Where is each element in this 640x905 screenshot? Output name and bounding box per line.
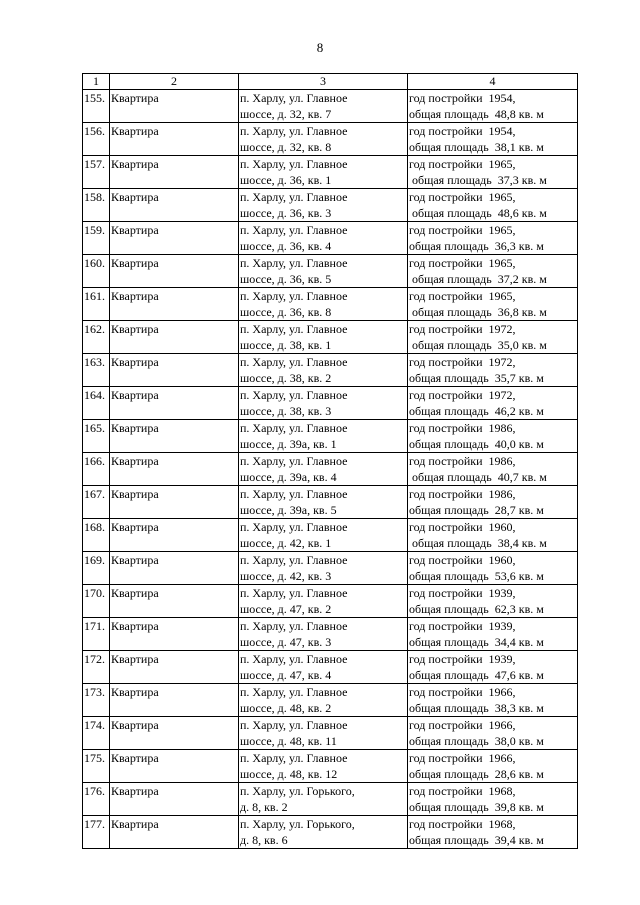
object-type: Квартира xyxy=(110,750,239,783)
object-address xyxy=(239,453,408,486)
address-line-1: п. Харлу, ул. Главное xyxy=(240,124,348,138)
table-row xyxy=(83,354,578,387)
row-number: 165. xyxy=(83,420,110,453)
description-line-2: общая площадь 34,4 кв. м xyxy=(409,635,544,649)
table-row xyxy=(83,387,578,420)
object-description xyxy=(408,354,578,387)
description-line-1: год постройки 1986, xyxy=(409,421,516,435)
row-number: 173. xyxy=(83,684,110,717)
object-description xyxy=(408,420,578,453)
description-line-2: общая площадь 40,0 кв. м xyxy=(409,437,544,451)
object-description xyxy=(408,453,578,486)
table-row xyxy=(83,717,578,750)
description-line-2: общая площадь 47,6 кв. м xyxy=(409,668,544,682)
object-address xyxy=(239,750,408,783)
address-line-1: п. Харлу, ул. Главное xyxy=(240,454,348,468)
object-type: Квартира xyxy=(110,585,239,618)
table-row xyxy=(83,453,578,486)
row-number: 176. xyxy=(83,783,110,816)
address-line-1: п. Харлу, ул. Главное xyxy=(240,487,348,501)
address-line-2: шоссе, д. 39а, кв. 4 xyxy=(240,470,337,484)
address-line-1: п. Харлу, ул. Главное xyxy=(240,91,348,105)
object-description xyxy=(408,585,578,618)
row-number: 162. xyxy=(83,321,110,354)
description-line-2: общая площадь 36,3 кв. м xyxy=(409,239,544,253)
object-type: Квартира xyxy=(110,783,239,816)
address-line-1: п. Харлу, ул. Главное xyxy=(240,553,348,567)
object-type: Квартира xyxy=(110,189,239,222)
address-line-1: п. Харлу, ул. Главное xyxy=(240,718,348,732)
object-address xyxy=(239,288,408,321)
description-line-2: общая площадь 48,8 кв. м xyxy=(409,107,544,121)
row-number: 174. xyxy=(83,717,110,750)
address-line-2: шоссе, д. 32, кв. 8 xyxy=(240,140,332,154)
table-row xyxy=(83,156,578,189)
row-number: 168. xyxy=(83,519,110,552)
row-number: 155. xyxy=(83,90,110,123)
object-description xyxy=(408,552,578,585)
object-type: Квартира xyxy=(110,552,239,585)
object-description xyxy=(408,156,578,189)
address-line-1: п. Харлу, ул. Главное xyxy=(240,256,348,270)
address-line-2: д. 8, кв. 2 xyxy=(240,800,288,814)
object-address xyxy=(239,90,408,123)
table-row xyxy=(83,750,578,783)
description-line-1: год постройки 1939, xyxy=(409,586,516,600)
object-type: Квартира xyxy=(110,519,239,552)
object-type: Квартира xyxy=(110,222,239,255)
object-type: Квартира xyxy=(110,651,239,684)
row-number: 156. xyxy=(83,123,110,156)
address-line-1: п. Харлу, ул. Главное xyxy=(240,388,348,402)
row-number: 175. xyxy=(83,750,110,783)
table-row xyxy=(83,651,578,684)
address-line-2: шоссе, д. 38, кв. 2 xyxy=(240,371,332,385)
object-address xyxy=(239,618,408,651)
description-line-2: общая площадь 37,3 кв. м xyxy=(409,173,547,187)
address-line-2: шоссе, д. 38, кв. 1 xyxy=(240,338,332,352)
object-address xyxy=(239,651,408,684)
address-line-1: п. Харлу, ул. Главное xyxy=(240,355,348,369)
object-type: Квартира xyxy=(110,156,239,189)
description-line-1: год постройки 1966, xyxy=(409,718,516,732)
object-address xyxy=(239,354,408,387)
object-address xyxy=(239,222,408,255)
description-line-1: год постройки 1968, xyxy=(409,817,516,831)
object-address xyxy=(239,156,408,189)
address-line-1: п. Харлу, ул. Главное xyxy=(240,685,348,699)
address-line-1: п. Харлу, ул. Главное xyxy=(240,421,348,435)
object-address xyxy=(239,255,408,288)
object-type: Квартира xyxy=(110,717,239,750)
object-address xyxy=(239,717,408,750)
object-description xyxy=(408,618,578,651)
object-description xyxy=(408,486,578,519)
address-line-2: шоссе, д. 47, кв. 2 xyxy=(240,602,332,616)
address-line-2: шоссе, д. 48, кв. 12 xyxy=(240,767,338,781)
object-address xyxy=(239,387,408,420)
description-line-1: год постройки 1939, xyxy=(409,652,516,666)
description-line-2: общая площадь 39,4 кв. м xyxy=(409,833,544,847)
address-line-2: шоссе, д. 32, кв. 7 xyxy=(240,107,332,121)
address-line-1: п. Харлу, ул. Главное xyxy=(240,289,348,303)
property-table xyxy=(82,73,578,849)
object-description xyxy=(408,717,578,750)
address-line-2: шоссе, д. 36, кв. 3 xyxy=(240,206,332,220)
object-address xyxy=(239,552,408,585)
description-line-2: общая площадь 35,0 кв. м xyxy=(409,338,547,352)
description-line-1: год постройки 1966, xyxy=(409,751,516,765)
table-row xyxy=(83,288,578,321)
description-line-1: год постройки 1939, xyxy=(409,619,516,633)
address-line-2: шоссе, д. 42, кв. 1 xyxy=(240,536,332,550)
address-line-2: шоссе, д. 39а, кв. 1 xyxy=(240,437,337,451)
address-line-1: п. Харлу, ул. Горького, xyxy=(240,784,355,798)
description-line-1: год постройки 1965, xyxy=(409,157,516,171)
description-line-2: общая площадь 28,6 кв. м xyxy=(409,767,544,781)
address-line-1: п. Харлу, ул. Главное xyxy=(240,751,348,765)
row-number: 169. xyxy=(83,552,110,585)
table-row xyxy=(83,321,578,354)
column-header-4: 4 xyxy=(408,74,578,90)
column-header-1: 1 xyxy=(83,74,110,90)
object-address xyxy=(239,519,408,552)
object-address xyxy=(239,189,408,222)
address-line-2: шоссе, д. 38, кв. 3 xyxy=(240,404,332,418)
object-description xyxy=(408,255,578,288)
object-description xyxy=(408,750,578,783)
object-description xyxy=(408,189,578,222)
description-line-1: год постройки 1954, xyxy=(409,124,516,138)
description-line-1: год постройки 1965, xyxy=(409,289,516,303)
row-number: 171. xyxy=(83,618,110,651)
address-line-2: шоссе, д. 47, кв. 4 xyxy=(240,668,332,682)
object-description xyxy=(408,816,578,849)
object-address xyxy=(239,585,408,618)
row-number: 161. xyxy=(83,288,110,321)
object-description xyxy=(408,123,578,156)
table-row xyxy=(83,123,578,156)
description-line-1: год постройки 1968, xyxy=(409,784,516,798)
row-number: 172. xyxy=(83,651,110,684)
row-number: 164. xyxy=(83,387,110,420)
description-line-2: общая площадь 38,4 кв. м xyxy=(409,536,547,550)
object-type: Квартира xyxy=(110,321,239,354)
description-line-1: год постройки 1986, xyxy=(409,487,516,501)
address-line-1: п. Харлу, ул. Главное xyxy=(240,190,348,204)
table-row xyxy=(83,255,578,288)
object-description xyxy=(408,387,578,420)
address-line-1: п. Харлу, ул. Главное xyxy=(240,652,348,666)
address-line-2: шоссе, д. 39а, кв. 5 xyxy=(240,503,337,517)
address-line-2: шоссе, д. 42, кв. 3 xyxy=(240,569,332,583)
row-number: 157. xyxy=(83,156,110,189)
table-row xyxy=(83,783,578,816)
address-line-1: п. Харлу, ул. Главное xyxy=(240,157,348,171)
object-address xyxy=(239,816,408,849)
table-row xyxy=(83,189,578,222)
table-row xyxy=(83,552,578,585)
address-line-1: п. Харлу, ул. Главное xyxy=(240,520,348,534)
address-line-2: д. 8, кв. 6 xyxy=(240,833,288,847)
description-line-2: общая площадь 38,1 кв. м xyxy=(409,140,544,154)
address-line-1: п. Харлу, ул. Главное xyxy=(240,322,348,336)
object-description xyxy=(408,651,578,684)
table-row xyxy=(83,420,578,453)
row-number: 158. xyxy=(83,189,110,222)
description-line-2: общая площадь 36,8 кв. м xyxy=(409,305,547,319)
description-line-1: год постройки 1972, xyxy=(409,355,516,369)
table-row xyxy=(83,585,578,618)
description-line-2: общая площадь 37,2 кв. м xyxy=(409,272,547,286)
object-type: Квартира xyxy=(110,420,239,453)
description-line-2: общая площадь 40,7 кв. м xyxy=(409,470,547,484)
description-line-2: общая площадь 35,7 кв. м xyxy=(409,371,544,385)
description-line-2: общая площадь 46,2 кв. м xyxy=(409,404,544,418)
object-address xyxy=(239,783,408,816)
description-line-1: год постройки 1965, xyxy=(409,190,516,204)
object-type: Квартира xyxy=(110,288,239,321)
object-address xyxy=(239,486,408,519)
object-address xyxy=(239,684,408,717)
address-line-2: шоссе, д. 36, кв. 5 xyxy=(240,272,332,286)
table-row xyxy=(83,90,578,123)
description-line-2: общая площадь 53,6 кв. м xyxy=(409,569,544,583)
address-line-1: п. Харлу, ул. Горького, xyxy=(240,817,355,831)
description-line-2: общая площадь 39,8 кв. м xyxy=(409,800,544,814)
address-line-2: шоссе, д. 48, кв. 11 xyxy=(240,734,337,748)
table-row xyxy=(83,486,578,519)
description-line-2: общая площадь 38,3 кв. м xyxy=(409,701,544,715)
description-line-2: общая площадь 38,0 кв. м xyxy=(409,734,544,748)
column-header-2: 2 xyxy=(110,74,239,90)
address-line-2: шоссе, д. 47, кв. 3 xyxy=(240,635,332,649)
address-line-2: шоссе, д. 36, кв. 4 xyxy=(240,239,332,253)
address-line-2: шоссе, д. 36, кв. 1 xyxy=(240,173,332,187)
object-type: Квартира xyxy=(110,255,239,288)
table-row xyxy=(83,684,578,717)
object-description xyxy=(408,90,578,123)
object-description xyxy=(408,288,578,321)
description-line-2: общая площадь 62,3 кв. м xyxy=(409,602,544,616)
table-row xyxy=(83,222,578,255)
address-line-1: п. Харлу, ул. Главное xyxy=(240,586,348,600)
object-type: Квартира xyxy=(110,684,239,717)
description-line-1: год постройки 1965, xyxy=(409,223,516,237)
object-description xyxy=(408,222,578,255)
object-type: Квартира xyxy=(110,618,239,651)
description-line-1: год постройки 1960, xyxy=(409,520,516,534)
object-type: Квартира xyxy=(110,453,239,486)
row-number: 177. xyxy=(83,816,110,849)
object-type: Квартира xyxy=(110,486,239,519)
description-line-1: год постройки 1960, xyxy=(409,553,516,567)
row-number: 163. xyxy=(83,354,110,387)
object-description xyxy=(408,783,578,816)
address-line-1: п. Харлу, ул. Главное xyxy=(240,619,348,633)
page-number: 8 xyxy=(316,40,324,55)
object-type: Квартира xyxy=(110,816,239,849)
table-header xyxy=(83,74,578,90)
row-number: 170. xyxy=(83,585,110,618)
description-line-1: год постройки 1986, xyxy=(409,454,516,468)
row-number: 159. xyxy=(83,222,110,255)
address-line-2: шоссе, д. 48, кв. 2 xyxy=(240,701,332,715)
object-address xyxy=(239,420,408,453)
object-type: Квартира xyxy=(110,354,239,387)
description-line-1: год постройки 1965, xyxy=(409,256,516,270)
table-body xyxy=(83,90,578,849)
description-line-2: общая площадь 48,6 кв. м xyxy=(409,206,547,220)
object-description xyxy=(408,684,578,717)
row-number: 166. xyxy=(83,453,110,486)
row-number: 167. xyxy=(83,486,110,519)
object-description xyxy=(408,519,578,552)
object-type: Квартира xyxy=(110,387,239,420)
table-row xyxy=(83,519,578,552)
object-type: Квартира xyxy=(110,90,239,123)
description-line-1: год постройки 1972, xyxy=(409,322,516,336)
description-line-2: общая площадь 28,7 кв. м xyxy=(409,503,544,517)
object-type: Квартира xyxy=(110,123,239,156)
description-line-1: год постройки 1954, xyxy=(409,91,516,105)
address-line-2: шоссе, д. 36, кв. 8 xyxy=(240,305,332,319)
description-line-1: год постройки 1966, xyxy=(409,685,516,699)
table-row xyxy=(83,618,578,651)
row-number: 160. xyxy=(83,255,110,288)
object-address xyxy=(239,123,408,156)
address-line-1: п. Харлу, ул. Главное xyxy=(240,223,348,237)
description-line-1: год постройки 1972, xyxy=(409,388,516,402)
object-description xyxy=(408,321,578,354)
table-row xyxy=(83,816,578,849)
column-header-3: 3 xyxy=(239,74,408,90)
object-address xyxy=(239,321,408,354)
